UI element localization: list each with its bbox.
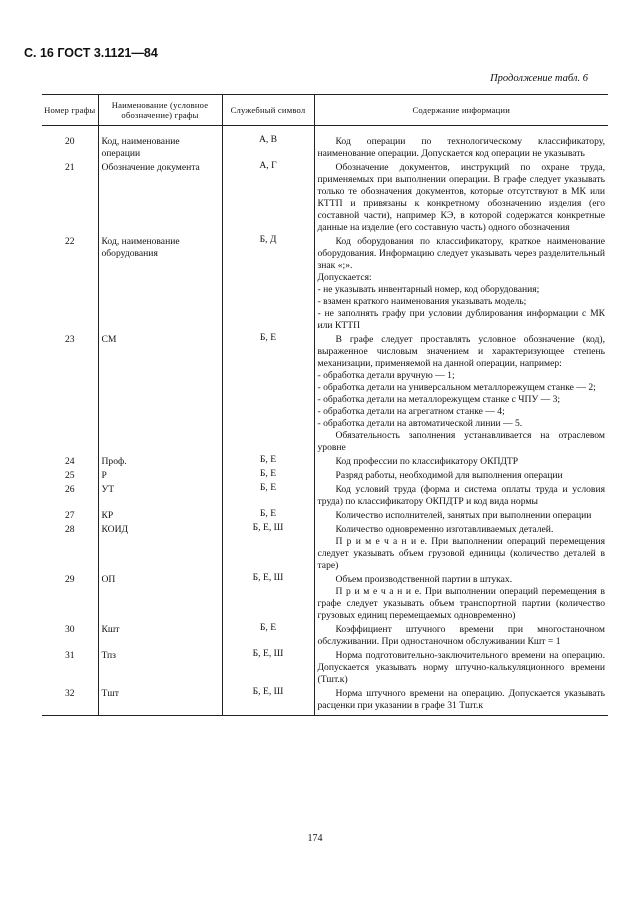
content-paragraph: Объем производственной партии в штуках.	[335, 574, 513, 585]
content-paragraph: Разряд работы, необходимой для выполнения операции	[335, 470, 563, 481]
column-header-number: Номер графы	[42, 95, 98, 126]
row-name-cell: СМ	[98, 332, 222, 454]
page-number: 174	[307, 833, 323, 844]
content-list-item: - обработка детали на металлорежущем станке с ЧПУ — 3;	[317, 394, 561, 405]
row-name-cell: Кшт	[98, 622, 222, 648]
row-content-cell	[314, 522, 608, 572]
content-paragraph: Количество исполнителей, занятых при выполнении операции	[335, 510, 592, 521]
row-symbol-cell: Б, Е, Ш	[222, 522, 314, 572]
row-name-cell: УТ	[98, 482, 222, 508]
row-symbol-cell: А, В	[222, 134, 314, 160]
content-list-item: - обработка детали на универсальном металлорежущем станке — 2;	[317, 382, 596, 393]
row-number-cell: 29	[64, 574, 75, 585]
table-row	[42, 572, 608, 622]
content-paragraph: В графе следует проставлять условное обозначение (код), выраженное числовым значением и характеризующее степень механизации, применяемой на данной операции, например:	[317, 334, 605, 369]
row-content-cell	[314, 508, 608, 522]
row-number-cell: 30	[64, 624, 75, 635]
table-body	[42, 126, 608, 716]
column-header-symbol: Служебный символ	[222, 95, 314, 126]
row-content-cell	[314, 648, 608, 686]
table-row	[42, 234, 608, 332]
row-number-cell: 20	[64, 136, 75, 147]
content-paragraph: Норма штучного времени на операцию. Допускается указывать расценки при указании в графе 31 Тшт.к	[317, 688, 605, 711]
row-number-cell: 25	[64, 470, 75, 481]
table-header-row	[42, 95, 608, 126]
row-name-cell: Р	[98, 468, 222, 482]
row-name-cell: Тшт	[98, 686, 222, 716]
spacer-cell	[222, 126, 314, 135]
table-row	[42, 332, 608, 454]
row-number-cell: 23	[64, 334, 75, 345]
table-row	[42, 160, 608, 234]
table-continuation-label: Продолжение табл. 6	[490, 73, 588, 84]
content-list-item: - обработка детали на агрегатном станке — 4;	[317, 406, 505, 417]
information-table	[42, 94, 608, 716]
row-content-cell	[314, 134, 608, 160]
row-number-cell: 26	[64, 484, 75, 495]
row-symbol-cell: Б, Е	[222, 332, 314, 454]
row-content-cell	[314, 572, 608, 622]
table-row	[42, 648, 608, 686]
content-paragraph: П р и м е ч а н и е. При выполнении операций перемещения в графе следует указывать объем транспортной партии (количество грузовых единиц перемещаемых одновременно)	[317, 586, 605, 621]
spacer-cell	[42, 126, 98, 135]
row-content-cell	[314, 482, 608, 508]
content-paragraph: Допускается:	[317, 272, 372, 283]
row-name-cell: Код, наименование операции	[98, 134, 222, 160]
row-content-cell	[314, 332, 608, 454]
row-symbol-cell: Б, Е, Ш	[222, 686, 314, 716]
row-number-cell: 27	[64, 510, 75, 521]
row-content-cell	[314, 622, 608, 648]
page-header-title: С. 16 ГОСТ 3.1121—84	[24, 46, 158, 60]
row-name-cell: Обозначение документа	[98, 160, 222, 234]
column-header-name: Наименование (условное обозначение) графы	[98, 95, 222, 126]
row-symbol-cell: Б, Е, Ш	[222, 572, 314, 622]
row-content-cell	[314, 160, 608, 234]
row-symbol-cell: Б, Е	[222, 468, 314, 482]
column-header-content: Содержание информации	[314, 95, 608, 126]
row-symbol-cell: А, Г	[222, 160, 314, 234]
row-number-cell: 28	[64, 524, 75, 535]
content-paragraph: Код условий труда (форма и система оплаты труда и условия труда) по классификатору ОКПДТР и код вида нормы	[317, 484, 605, 507]
content-list-item: - взамен краткого наименования указывать модель;	[317, 296, 527, 307]
row-number-cell: 24	[64, 456, 75, 467]
content-paragraph: Обозначение документов, инструкций по охране труда, применяемых при выполнении операции. В графе следует указывать только те обозначения документов, которые отсутствуют в МК или КТТП и привязаны к конкретному обозначению изделия (его составной части), например КЭ, в которой содержатся конкретные данные на изделие (его составную часть) одного обозначения	[317, 162, 605, 233]
row-name-cell: Код, наименование оборудования	[98, 234, 222, 332]
table-row	[42, 508, 608, 522]
row-name-cell: КР	[98, 508, 222, 522]
row-name-cell: Тпз	[98, 648, 222, 686]
content-paragraph: Норма подготовительно-заключительного времени на операцию. Допускается указывать норму штучно-калькуляционного времени (Тшт.к)	[317, 650, 605, 685]
row-symbol-cell: Б, Д	[222, 234, 314, 332]
table-spacer-row	[42, 126, 608, 135]
row-number-cell: 32	[42, 686, 98, 716]
row-name-cell: КОИД	[98, 522, 222, 572]
content-paragraph: Код операции по технологическому классификатору, наименование операции. Допускается код операции не указывать	[317, 136, 605, 159]
table-row	[42, 522, 608, 572]
content-paragraph: Обязательность заполнения устанавливается на отраслевом уровне	[317, 430, 605, 453]
content-list-item: - обработка детали вручную — 1;	[317, 370, 455, 381]
content-list-item: - не указывать инвентарный номер, код оборудования;	[317, 284, 540, 295]
table-row	[42, 622, 608, 648]
row-symbol-cell: Б, Е	[222, 622, 314, 648]
content-list-item: - не заполнять графу при условии дублирования информации с МК или КТТП	[317, 308, 605, 331]
row-number-cell: 31	[64, 650, 75, 661]
row-content-cell	[314, 454, 608, 468]
table-row	[42, 134, 608, 160]
row-name-cell: Проф.	[98, 454, 222, 468]
row-name-cell: ОП	[98, 572, 222, 622]
row-number-cell: 21	[64, 162, 75, 173]
content-paragraph: Код оборудования по классификатору, краткое наименование оборудования. Информацию следует указывать через разделительный знак «;».	[317, 236, 605, 271]
table-row	[42, 454, 608, 468]
table-row	[42, 468, 608, 482]
table-row	[42, 686, 608, 716]
row-symbol-cell: Б, Е	[222, 454, 314, 468]
table-row	[42, 482, 608, 508]
row-symbol-cell: Б, Е	[222, 482, 314, 508]
row-content-cell	[314, 468, 608, 482]
content-paragraph: Количество одновременно изготавливаемых деталей.	[335, 524, 554, 535]
spacer-cell	[314, 126, 608, 135]
spacer-cell	[98, 126, 222, 135]
row-content-cell	[314, 234, 608, 332]
content-list-item: - обработка детали на автоматической линии — 5.	[317, 418, 523, 429]
row-symbol-cell: Б, Е	[222, 508, 314, 522]
row-number-cell: 22	[64, 236, 75, 247]
row-content-cell	[314, 686, 608, 716]
content-paragraph: Коэффициент штучного времени при многостаночном обслуживании. При одностаночном обслуживании Кшт = 1	[317, 624, 605, 647]
content-paragraph: П р и м е ч а н и е. При выполнении операций перемещения следует указывать объем грузовой единицы (количество деталей в таре)	[317, 536, 605, 571]
row-symbol-cell: Б, Е, Ш	[222, 648, 314, 686]
content-paragraph: Код профессии по классификатору ОКПДТР	[335, 456, 519, 467]
